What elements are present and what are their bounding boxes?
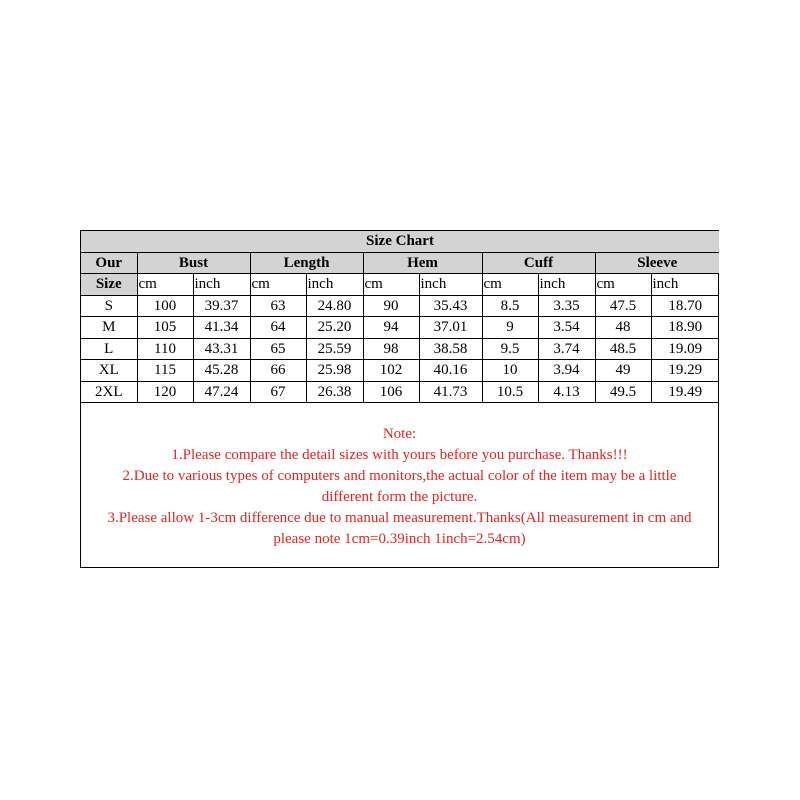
header-length: Length — [250, 252, 363, 274]
title-row — [81, 231, 719, 252]
table-cell: 90 — [363, 295, 419, 317]
table-cell: 10.5 — [482, 381, 538, 403]
table-cell: 105 — [137, 317, 193, 339]
size-label: S — [81, 295, 137, 317]
table-cell: 115 — [137, 360, 193, 382]
table-cell: 110 — [137, 338, 193, 360]
table-cell: 24.80 — [306, 295, 363, 317]
unit-inch: inch — [419, 274, 482, 296]
note-heading: Note: — [382, 426, 417, 442]
table-cell: 102 — [363, 360, 419, 382]
table-cell: 47.5 — [595, 295, 651, 317]
note-line-3a: 3.Please allow 1-3cm difference due to manual measurement.Thanks(All measurement in cm and — [107, 510, 692, 526]
size-table — [81, 231, 719, 403]
table-cell: 3.35 — [538, 295, 595, 317]
table-cell: 98 — [363, 338, 419, 360]
table-cell: 4.13 — [538, 381, 595, 403]
unit-cm: cm — [482, 274, 538, 296]
table-cell: 9 — [482, 317, 538, 339]
table-cell: 45.28 — [193, 360, 250, 382]
table-cell: 25.20 — [306, 317, 363, 339]
table-cell: 3.94 — [538, 360, 595, 382]
table-cell: 25.98 — [306, 360, 363, 382]
table-cell: 3.54 — [538, 317, 595, 339]
table-cell: 47.24 — [193, 381, 250, 403]
table-cell: 18.90 — [651, 317, 719, 339]
table-cell: 26.38 — [306, 381, 363, 403]
table-cell: 18.70 — [651, 295, 719, 317]
unit-header-row — [81, 274, 719, 296]
table-cell: 94 — [363, 317, 419, 339]
table-cell: 19.09 — [651, 338, 719, 360]
table-cell: 35.43 — [419, 295, 482, 317]
unit-inch: inch — [306, 274, 363, 296]
unit-cm: cm — [137, 274, 193, 296]
table-cell: 8.5 — [482, 295, 538, 317]
table-row — [81, 360, 719, 382]
size-header-bottom: Size — [81, 274, 137, 296]
unit-cm: cm — [595, 274, 651, 296]
table-cell: 63 — [250, 295, 306, 317]
header-bust: Bust — [137, 252, 250, 274]
table-cell: 106 — [363, 381, 419, 403]
notes-section — [81, 424, 718, 550]
table-row — [81, 338, 719, 360]
unit-inch: inch — [193, 274, 250, 296]
table-cell: 41.34 — [193, 317, 250, 339]
size-label: 2XL — [81, 381, 137, 403]
table-cell: 10 — [482, 360, 538, 382]
table-cell: 64 — [250, 317, 306, 339]
table-cell: 19.49 — [651, 381, 719, 403]
table-cell: 40.16 — [419, 360, 482, 382]
note-line-3b: please note 1cm=0.39inch 1inch=2.54cm) — [273, 531, 526, 547]
table-cell: 66 — [250, 360, 306, 382]
unit-cm: cm — [250, 274, 306, 296]
note-line-2a: 2.Due to various types of computers and monitors,the actual color of the item may be a little — [122, 468, 677, 484]
table-cell: 49 — [595, 360, 651, 382]
table-cell: 9.5 — [482, 338, 538, 360]
table-cell: 48.5 — [595, 338, 651, 360]
size-header-top: Our — [81, 252, 137, 274]
table-cell: 43.31 — [193, 338, 250, 360]
table-cell: 41.73 — [419, 381, 482, 403]
table-row — [81, 317, 719, 339]
size-chart — [80, 230, 719, 568]
table-cell: 65 — [250, 338, 306, 360]
header-hem: Hem — [363, 252, 482, 274]
table-cell: 49.5 — [595, 381, 651, 403]
size-label: L — [81, 338, 137, 360]
table-cell: 38.58 — [419, 338, 482, 360]
header-cuff: Cuff — [482, 252, 595, 274]
table-row — [81, 295, 719, 317]
table-cell: 120 — [137, 381, 193, 403]
table-cell: 19.29 — [651, 360, 719, 382]
table-row — [81, 381, 719, 403]
unit-inch: inch — [538, 274, 595, 296]
table-cell: 39.37 — [193, 295, 250, 317]
table-cell: 67 — [250, 381, 306, 403]
note-line-1: 1.Please compare the detail sizes with yours before you purchase. Thanks!!! — [171, 447, 628, 463]
table-cell: 37.01 — [419, 317, 482, 339]
table-cell: 3.74 — [538, 338, 595, 360]
table-cell: 100 — [137, 295, 193, 317]
table-cell: 25.59 — [306, 338, 363, 360]
size-label: XL — [81, 360, 137, 382]
note-line-2b: different form the picture. — [321, 489, 478, 505]
unit-cm: cm — [363, 274, 419, 296]
table-title: Size Chart — [81, 231, 719, 252]
group-header-row — [81, 252, 719, 274]
table-cell: 48 — [595, 317, 651, 339]
header-sleeve: Sleeve — [595, 252, 719, 274]
size-label: M — [81, 317, 137, 339]
unit-inch: inch — [651, 274, 719, 296]
